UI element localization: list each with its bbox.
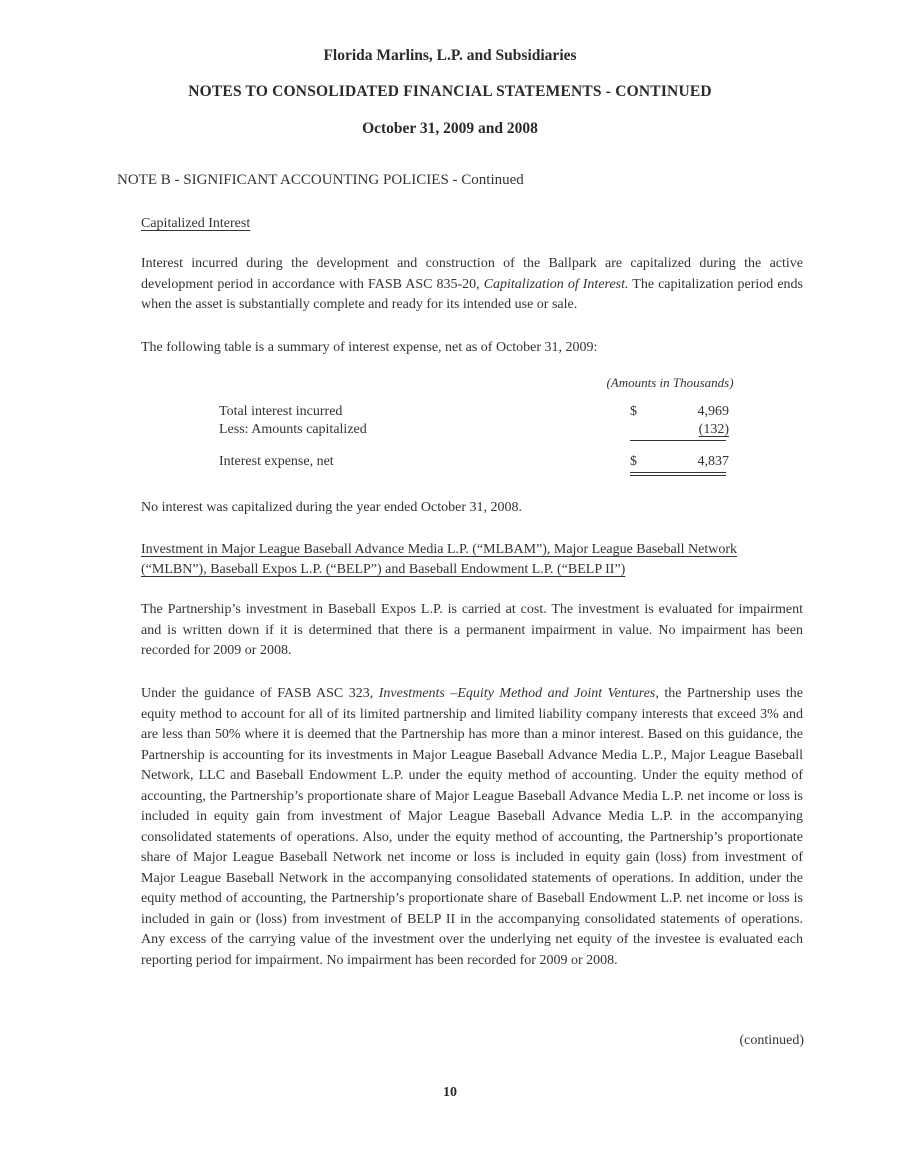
capitalized-interest-standard-title: Capitalization of Interest.	[483, 276, 629, 292]
table-intro-paragraph: The following table is a summary of interest expense, net as of October 31, 2009:	[141, 340, 598, 355]
row-value: 4,837	[697, 454, 729, 469]
no-interest-paragraph: No interest was capitalized during the year ended October 31, 2008.	[141, 500, 522, 515]
amounts-header: (Amounts in Thousands)	[606, 375, 734, 390]
capitalized-interest-text-1: Interest incurred during the development and construction of the Ballpark are capitalized during the active development period in accordance with FASB ASC 835-20,	[141, 256, 803, 292]
row-label: Total interest incurred	[219, 404, 343, 419]
capitalized-interest-paragraph	[141, 254, 803, 316]
row-value: 4,969	[697, 404, 729, 419]
section-heading-investment	[141, 540, 803, 580]
table-row	[219, 454, 729, 474]
total-double-rule-bottom	[630, 475, 726, 476]
capitalized-interest-text-2: The capitalization period ends when the asset is substantially complete and ready for its intended use or sale.	[141, 276, 803, 312]
equity-method-text-1: Under the guidance of FASB ASC 323,	[141, 686, 379, 701]
investment-heading: Investment in Major League Baseball Advance Media L.P. (“MLBAM”), Major League Baseball Network (“MLBN”), Baseball Expos L.P. (“BELP”) and Baseball Endowment L.P. (“BELP II”)	[141, 542, 737, 577]
company-name: Florida Marlins, L.P. and Subsidiaries	[323, 47, 577, 64]
section-heading-capitalized-interest	[141, 214, 803, 235]
statement-date: October 31, 2009 and 2008	[362, 120, 538, 137]
row-value: (132)	[698, 422, 729, 437]
total-double-rule-top	[630, 472, 726, 473]
table-row	[219, 404, 729, 424]
page-number: 10	[443, 1085, 457, 1100]
row-currency: $	[630, 404, 637, 419]
continued-label: (continued)	[739, 1033, 804, 1048]
equity-method-text-2: , the Partnership uses the equity method to account for all of its limited partnership and limited liability company interests that exceed 3% and are less than 50% where it is deemed that the Partnership has more than a minor interest. Based on this guidance, the Partnership is accounting for its investments in Major League Baseball Advance Media L.P., Major League Baseball Network, LLC and Baseball Endowment L.P. under the equity method of accounting. Under the equity method of accounting, the Partnership’s proportionate share of Major League Baseball Advance Media L.P. net income or loss is included in equity gain from investment of Major League Baseball Advance Media L.P. in the accompanying consolidated statements of operations. Also, under the equity method of accounting, the Partnership’s proportionate share of Major League Baseball Network net income or loss is included in equity gain (loss) from investment of Major League Baseball Network in the accompanying consolidated statements of operations. In addition, under the equity method of accounting, the Partnership’s proportionate share of Baseball Endowment L.P. net income or loss is included in gain or (loss) from investment of BELP II in the accompanying consolidated statements of operations. Any excess of the carrying value of the investment over the underlying net equity of the investee is evaluated each reporting period for impairment. No impairment has been recorded for 2009 or 2008.	[141, 686, 803, 968]
row-currency: $	[630, 454, 637, 469]
row-label: Less: Amounts capitalized	[219, 422, 367, 437]
investment-paragraph-1: The Partnership’s investment in Baseball Expos L.P. is carried at cost. The investment is evaluated for impairment and is written down if it is determined that there is a permanent impairment in value. No impairment has been recorded for 2009 or 2008.	[141, 602, 803, 658]
notes-title: NOTES TO CONSOLIDATED FINANCIAL STATEMENTS - CONTINUED	[188, 83, 712, 100]
capitalized-interest-heading: Capitalized Interest	[141, 216, 251, 231]
investment-paragraph-2	[141, 684, 803, 971]
note-title: NOTE B - SIGNIFICANT ACCOUNTING POLICIES - Continued	[117, 172, 524, 188]
row-label: Interest expense, net	[219, 454, 334, 469]
equity-method-standard-title: Investments –Equity Method and Joint Ventures	[378, 686, 656, 701]
table-row	[219, 422, 729, 442]
subtotal-rule	[630, 440, 726, 441]
